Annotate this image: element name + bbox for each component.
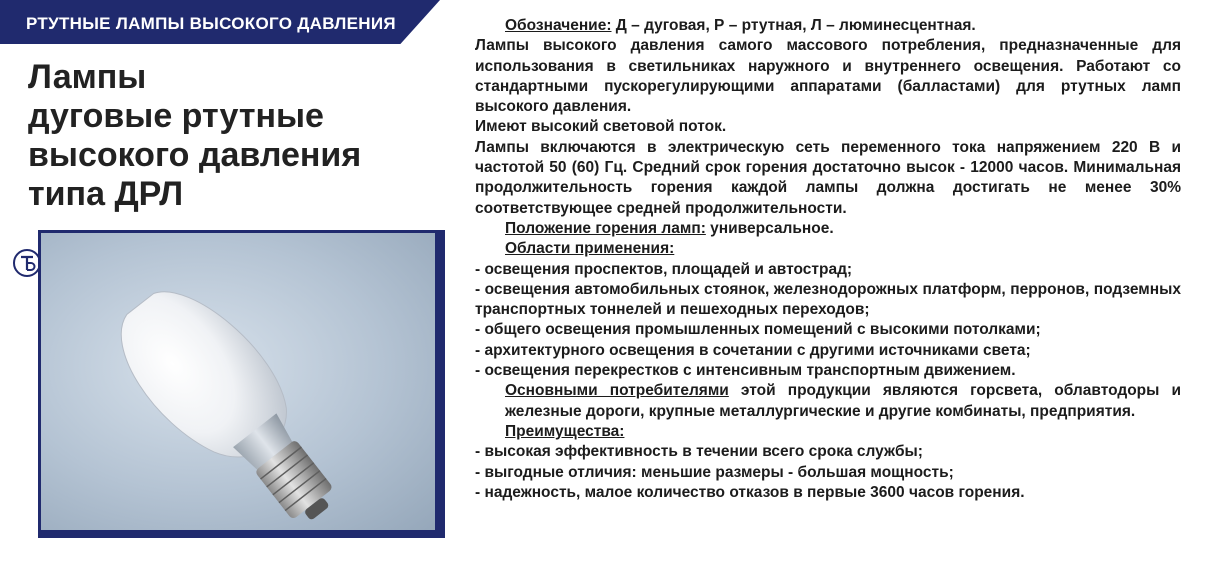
list-item: - надежность, малое количество отказов в первые 3600 часов горения. [475,483,1025,501]
areas-label: Области применения: [505,240,675,258]
designation-label: Обозначение: [505,17,612,34]
list-item: - высокая эффективность в течении всего срока службы; [475,443,923,461]
network-paragraph: Лампы включаются в электрическую сеть переменного тока напряжением 220 В и частотой 50 (60) Гц. Средний срок горения достаточно высок - 12000 часов. Минимальная продолжительность горения каждой лампы должна достигать не менее 30% соответствующее средней продолжительности. [475,138,1181,217]
consumers-label: Основными потребителями [505,382,729,400]
page-title [28,58,428,214]
lamp-photo [41,233,435,530]
list-item: - общего освещения промышленных помещений с высокими потолками; [475,321,1041,339]
description-text [475,16,1181,503]
list-item: - освещения автомобильных стоянок, железнодорожных платформ, перронов, подземных транспортных тоннелей и пешеходных переходов; [475,280,1181,319]
flux-line: Имеют высокий световой поток. [475,118,727,136]
position-text: универсальное. [705,219,834,237]
designation-line [475,16,1181,36]
mercury-lamp-icon [41,233,435,530]
consumers-text: этой продукции являются горсвета, облавтодоры и железные дороги, крупные металлургические и другие комбинаты, предприятия. [505,382,1181,420]
position-line [475,219,1181,239]
list-item: - выгодные отличия: меньшие размеры - большая мощность; [475,463,954,481]
banner-title: РТУТНЫЕ ЛАМПЫ ВЫСОКОГО ДАВЛЕНИЯ [26,14,396,33]
consumers-paragraph [475,381,1181,422]
title-line: дуговые ртутные [28,97,324,135]
list-item: - освещения проспектов, площадей и автострад; [475,260,853,278]
position-label: Положение горения ламп: [505,219,706,237]
title-line: высокого давления [28,136,362,174]
advantages-heading [475,422,1181,442]
list-item: - архитектурного освещения в сочетании с другими источниками света; [475,341,1031,359]
title-line: Лампы [28,58,147,96]
designation-text: Д – дуговая, Р – ртутная, Л – люминесцентная. [611,17,976,34]
areas-heading [475,239,1181,259]
advantages-label: Преимущества: [505,422,625,440]
lamp-photo-frame [38,230,445,538]
list-item: - освещения перекрестков с интенсивным транспортным движением. [475,362,1016,380]
intro-paragraph: Лампы высокого давления самого массового потребления, предназначенные для использования в светильниках наружного и внутреннего освещения. Работают со стандартными пускорегулирующими аппаратами (балластами) для ртутных ламп высокого давления. [475,37,1181,116]
title-line: типа ДРЛ [28,175,184,213]
